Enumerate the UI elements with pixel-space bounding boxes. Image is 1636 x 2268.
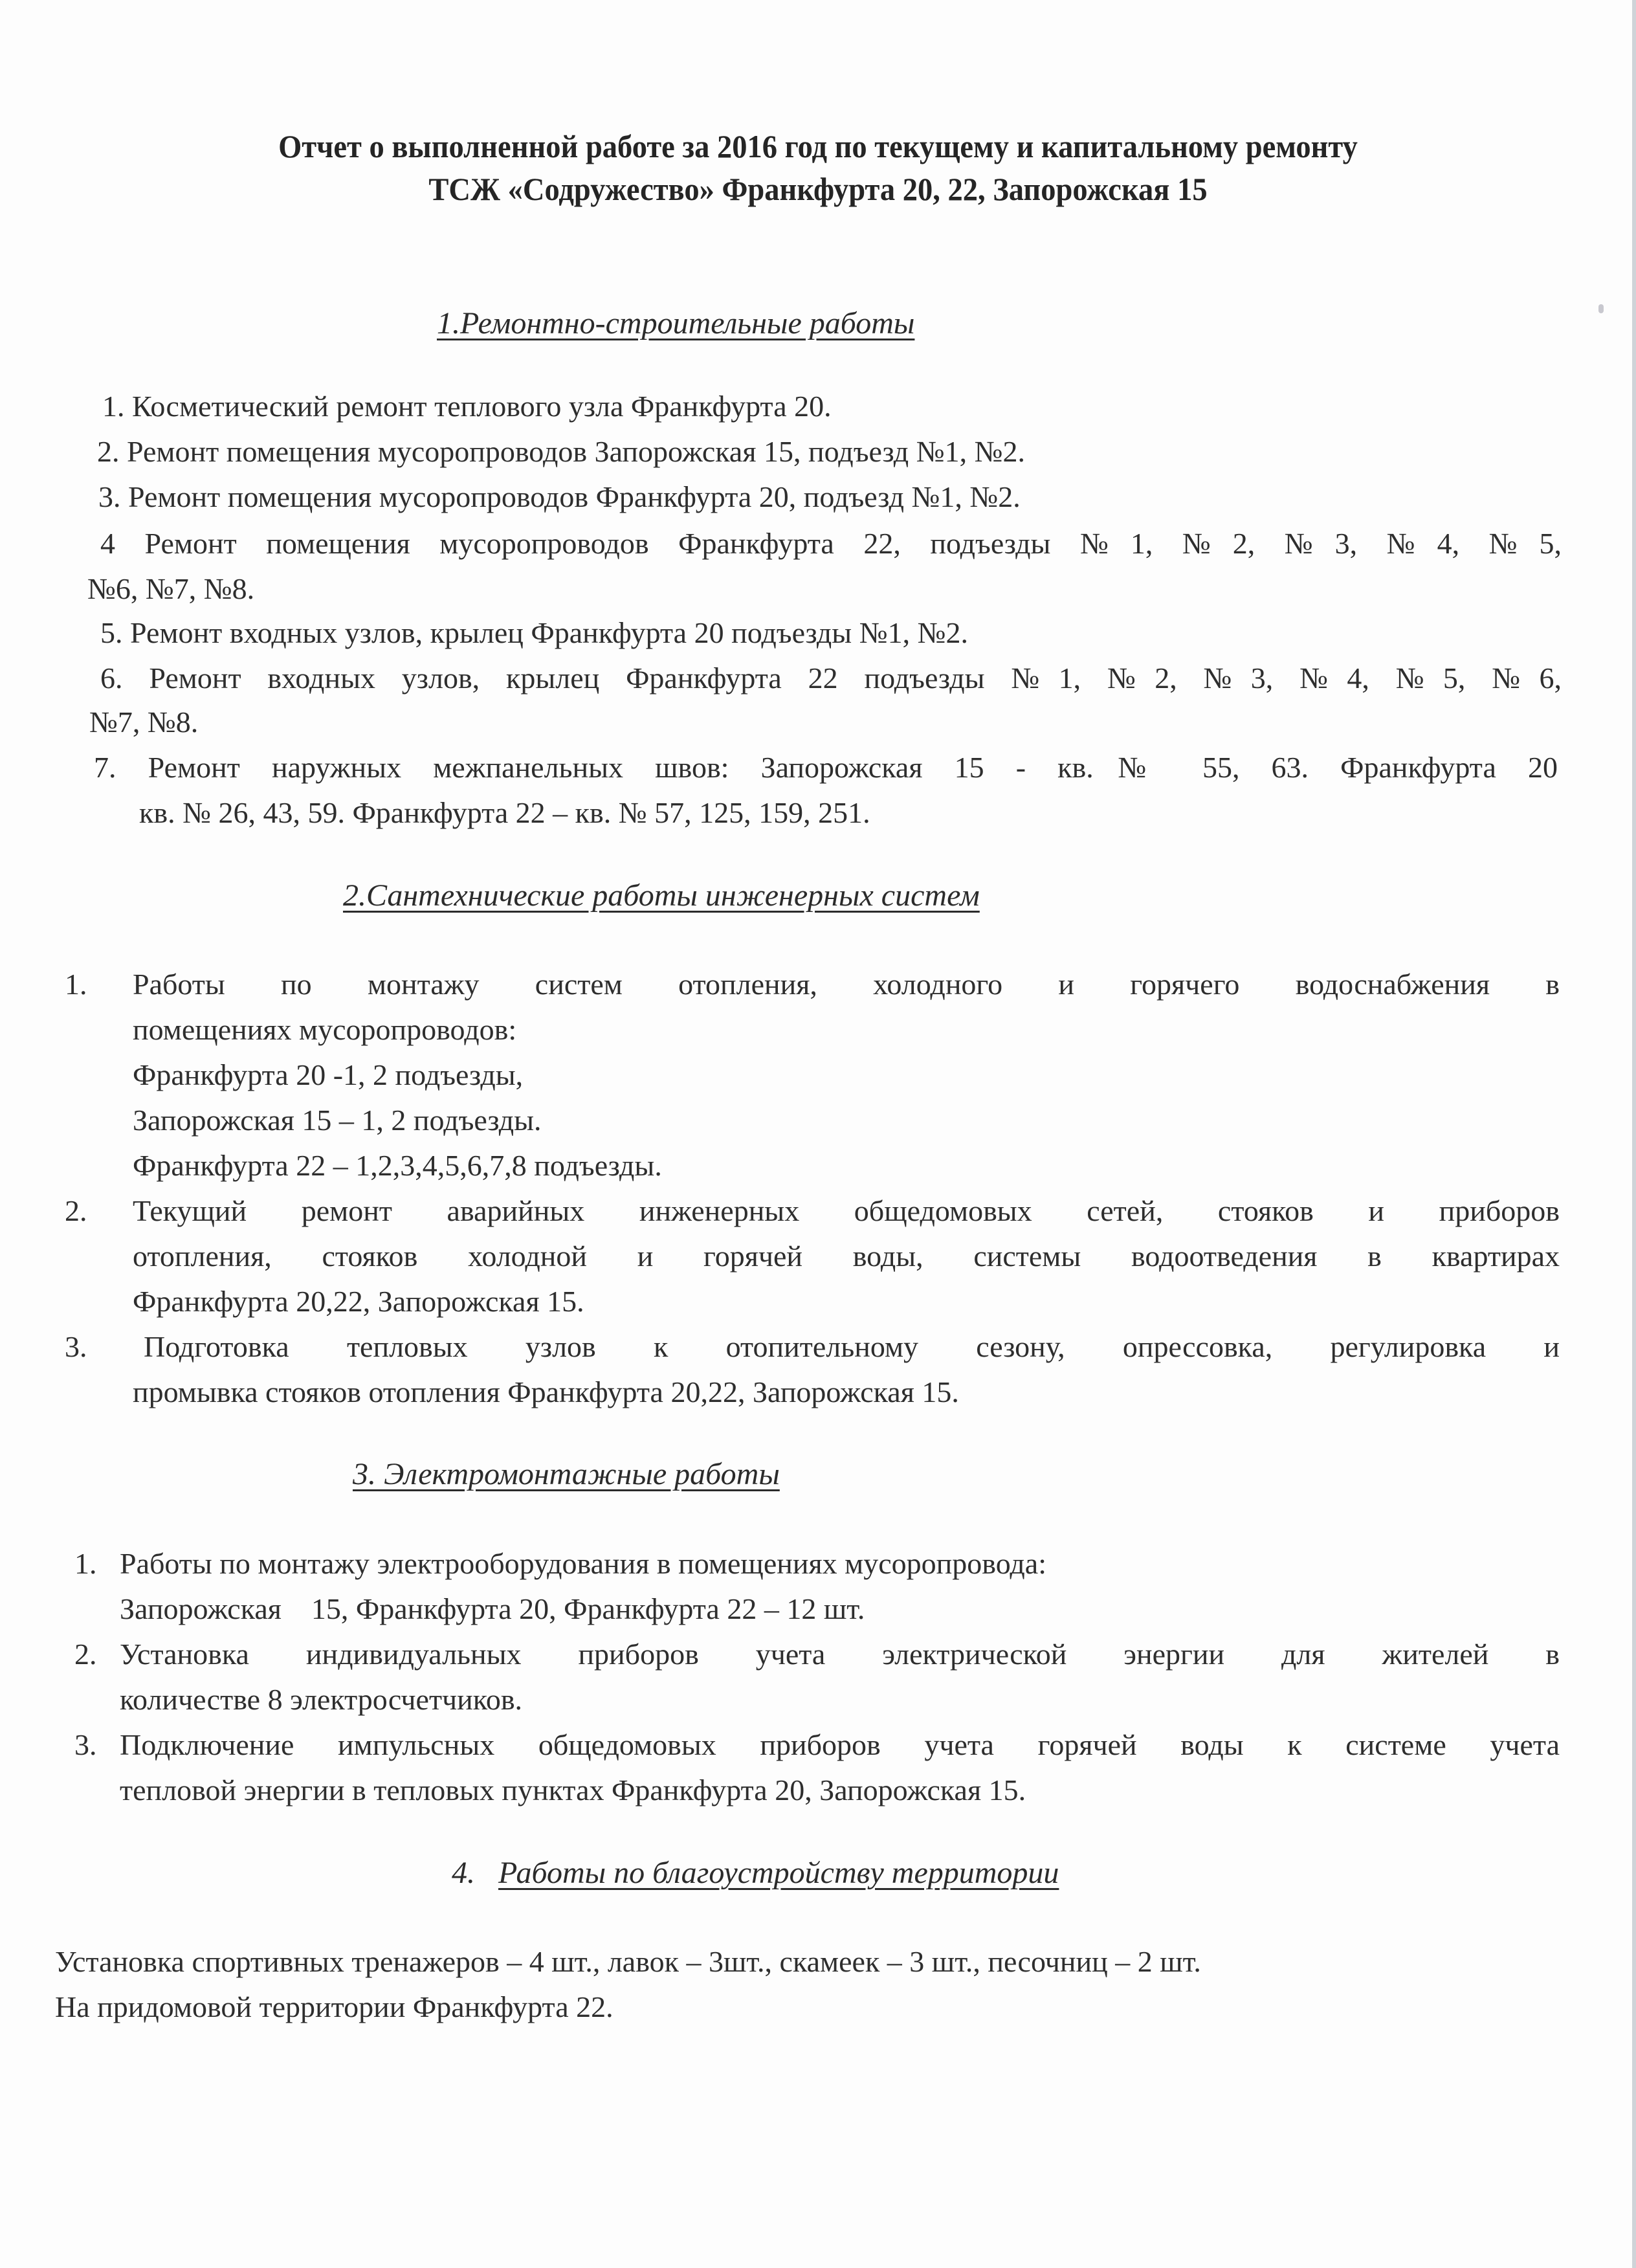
section-1-item-4-line-2: №6, №7, №8. [87,572,255,605]
section-3-item-2-number: 2. [74,1638,97,1671]
section-1-item-7-line-1 [94,750,1558,786]
section-1-heading: 1.Ремонтно-строительные работы [437,306,915,340]
section-3-item-2-line-2: количестве 8 электросчетчиков. [120,1683,523,1716]
section-2-item-3-line-1 [144,1329,1560,1365]
section-4-paragraph-line-2: На придомовой территории Франкфурта 22. [55,1990,614,2023]
section-4-paragraph-line-1: Установка спортивных тренажеров – 4 шт., лавок – 3шт., скамеек – 3 шт., песочниц – 2 шт. [55,1945,1201,1978]
section-3-item-2-line-1 [120,1636,1560,1673]
section-1-item-6-line-2: №7, №8. [89,706,199,739]
section-2-item-1-number: 1. [65,968,87,1001]
section-3-item-3-line-2: тепловой энергии в тепловых пунктах Франкфурта 20, Запорожская 15. [120,1773,1026,1807]
section-3-item-1-number: 1. [74,1547,97,1580]
section-2-item-1-line-1 [133,966,1560,1003]
section-3-item-3-text: Подключение импульсных общедомовых приборов учета горячей воды к системе учета [120,1728,1560,1761]
section-2-item-3-number: 3. [65,1330,87,1363]
section-2-item-1-line-5: Франкфурта 22 – 1,2,3,4,5,6,7,8 подъезды. [133,1149,662,1182]
section-1-item-4-text: 4 Ремонт помещения мусоропроводов Франкфурта 22, подъезды №1, №2, №3, №4, №5, [100,527,1562,560]
section-1-item-6-text: 6. Ремонт входных узлов, крылец Франкфурта 22 подъезды №1, №2, №3, №4, №5, №6, [100,662,1562,695]
section-3-item-3-line-1 [120,1727,1560,1763]
section-2-item-1-line-3: Франкфурта 20 -1, 2 подъезды, [133,1058,524,1091]
document-title-line-2: ТСЖ «Содружество» Франкфурта 20, 22, Запорожская 15 [428,171,1208,207]
scan-speck [1598,304,1604,313]
section-1-item-7-text: 7. Ремонт наружных межпанельных швов: Запорожская 15 - кв.№ 55, 63. Франкфурта 20 [94,751,1558,784]
section-3-heading: 3. Электромонтажные работы [353,1457,780,1491]
section-1-item-1: 1. Косметический ремонт теплового узла Франкфурта 20. [102,390,832,423]
section-2-item-1-line-4: Запорожская 15 – 1, 2 подъезды. [133,1104,542,1137]
section-2-item-2-line-3: Франкфурта 20,22, Запорожская 15. [133,1285,584,1318]
section-3-item-3-number: 3. [74,1728,97,1761]
section-1-item-2: 2. Ремонт помещения мусоропроводов Запорожская 15, подъезд №1, №2. [97,435,1025,468]
section-3-item-2-text: Установка индивидуальных приборов учета электрической энергии для жителей в [120,1638,1560,1671]
section-1-item-4-line-1 [100,526,1562,562]
section-2-item-2-text-2: отопления, стояков холодной и горячей воды, системы водоотведения в квартирах [133,1240,1560,1273]
section-2-item-1-line-2: помещениях мусоропроводов: [133,1013,517,1046]
section-3-item-1-line-1: Работы по монтажу электрооборудования в помещениях мусоропровода: [120,1547,1046,1580]
section-2-item-2-number: 2. [65,1194,87,1227]
section-1-item-6-line-1 [100,660,1562,696]
section-1-item-3: 3. Ремонт помещения мусоропроводов Франкфурта 20, подъезд №1, №2. [98,480,1021,513]
section-2-item-1-text: Работы по монтажу систем отопления, холодного и горячего водоснабжения в [133,968,1560,1001]
section-2-item-2-line-1 [133,1193,1560,1229]
section-4-number: 4. [452,1856,475,1890]
section-2-item-2-text-1: Текущий ремонт аварийных инженерных общедомовых сетей, стояков и приборов [133,1194,1560,1227]
section-3-item-1-line-2: Запорожская 15, Франкфурта 20, Франкфурта 22 – 12 шт. [120,1592,865,1625]
scan-edge [1632,0,1636,2268]
section-1-item-5: 5. Ремонт входных узлов, крылец Франкфурта 20 подъезды №1, №2. [100,616,968,649]
section-1-item-7-line-2: кв. № 26, 43, 59. Франкфурта 22 – кв. № 57, 125, 159, 251. [139,796,870,829]
document-title-line-1: Отчет о выполненной работе за 2016 год по текущему и капитальному ремонту [278,128,1358,164]
section-2-item-2-line-2 [133,1238,1560,1274]
section-2-item-3-text: Подготовка тепловых узлов к отопительному сезону, опрессовка, регулировка и [144,1330,1560,1363]
section-4-heading: Работы по благоустройству территории [498,1856,1059,1890]
section-2-item-3-line-2: промывка стояков отопления Франкфурта 20,22, Запорожская 15. [133,1375,959,1408]
section-2-heading: 2.Сантехнические работы инженерных систем [343,878,980,913]
